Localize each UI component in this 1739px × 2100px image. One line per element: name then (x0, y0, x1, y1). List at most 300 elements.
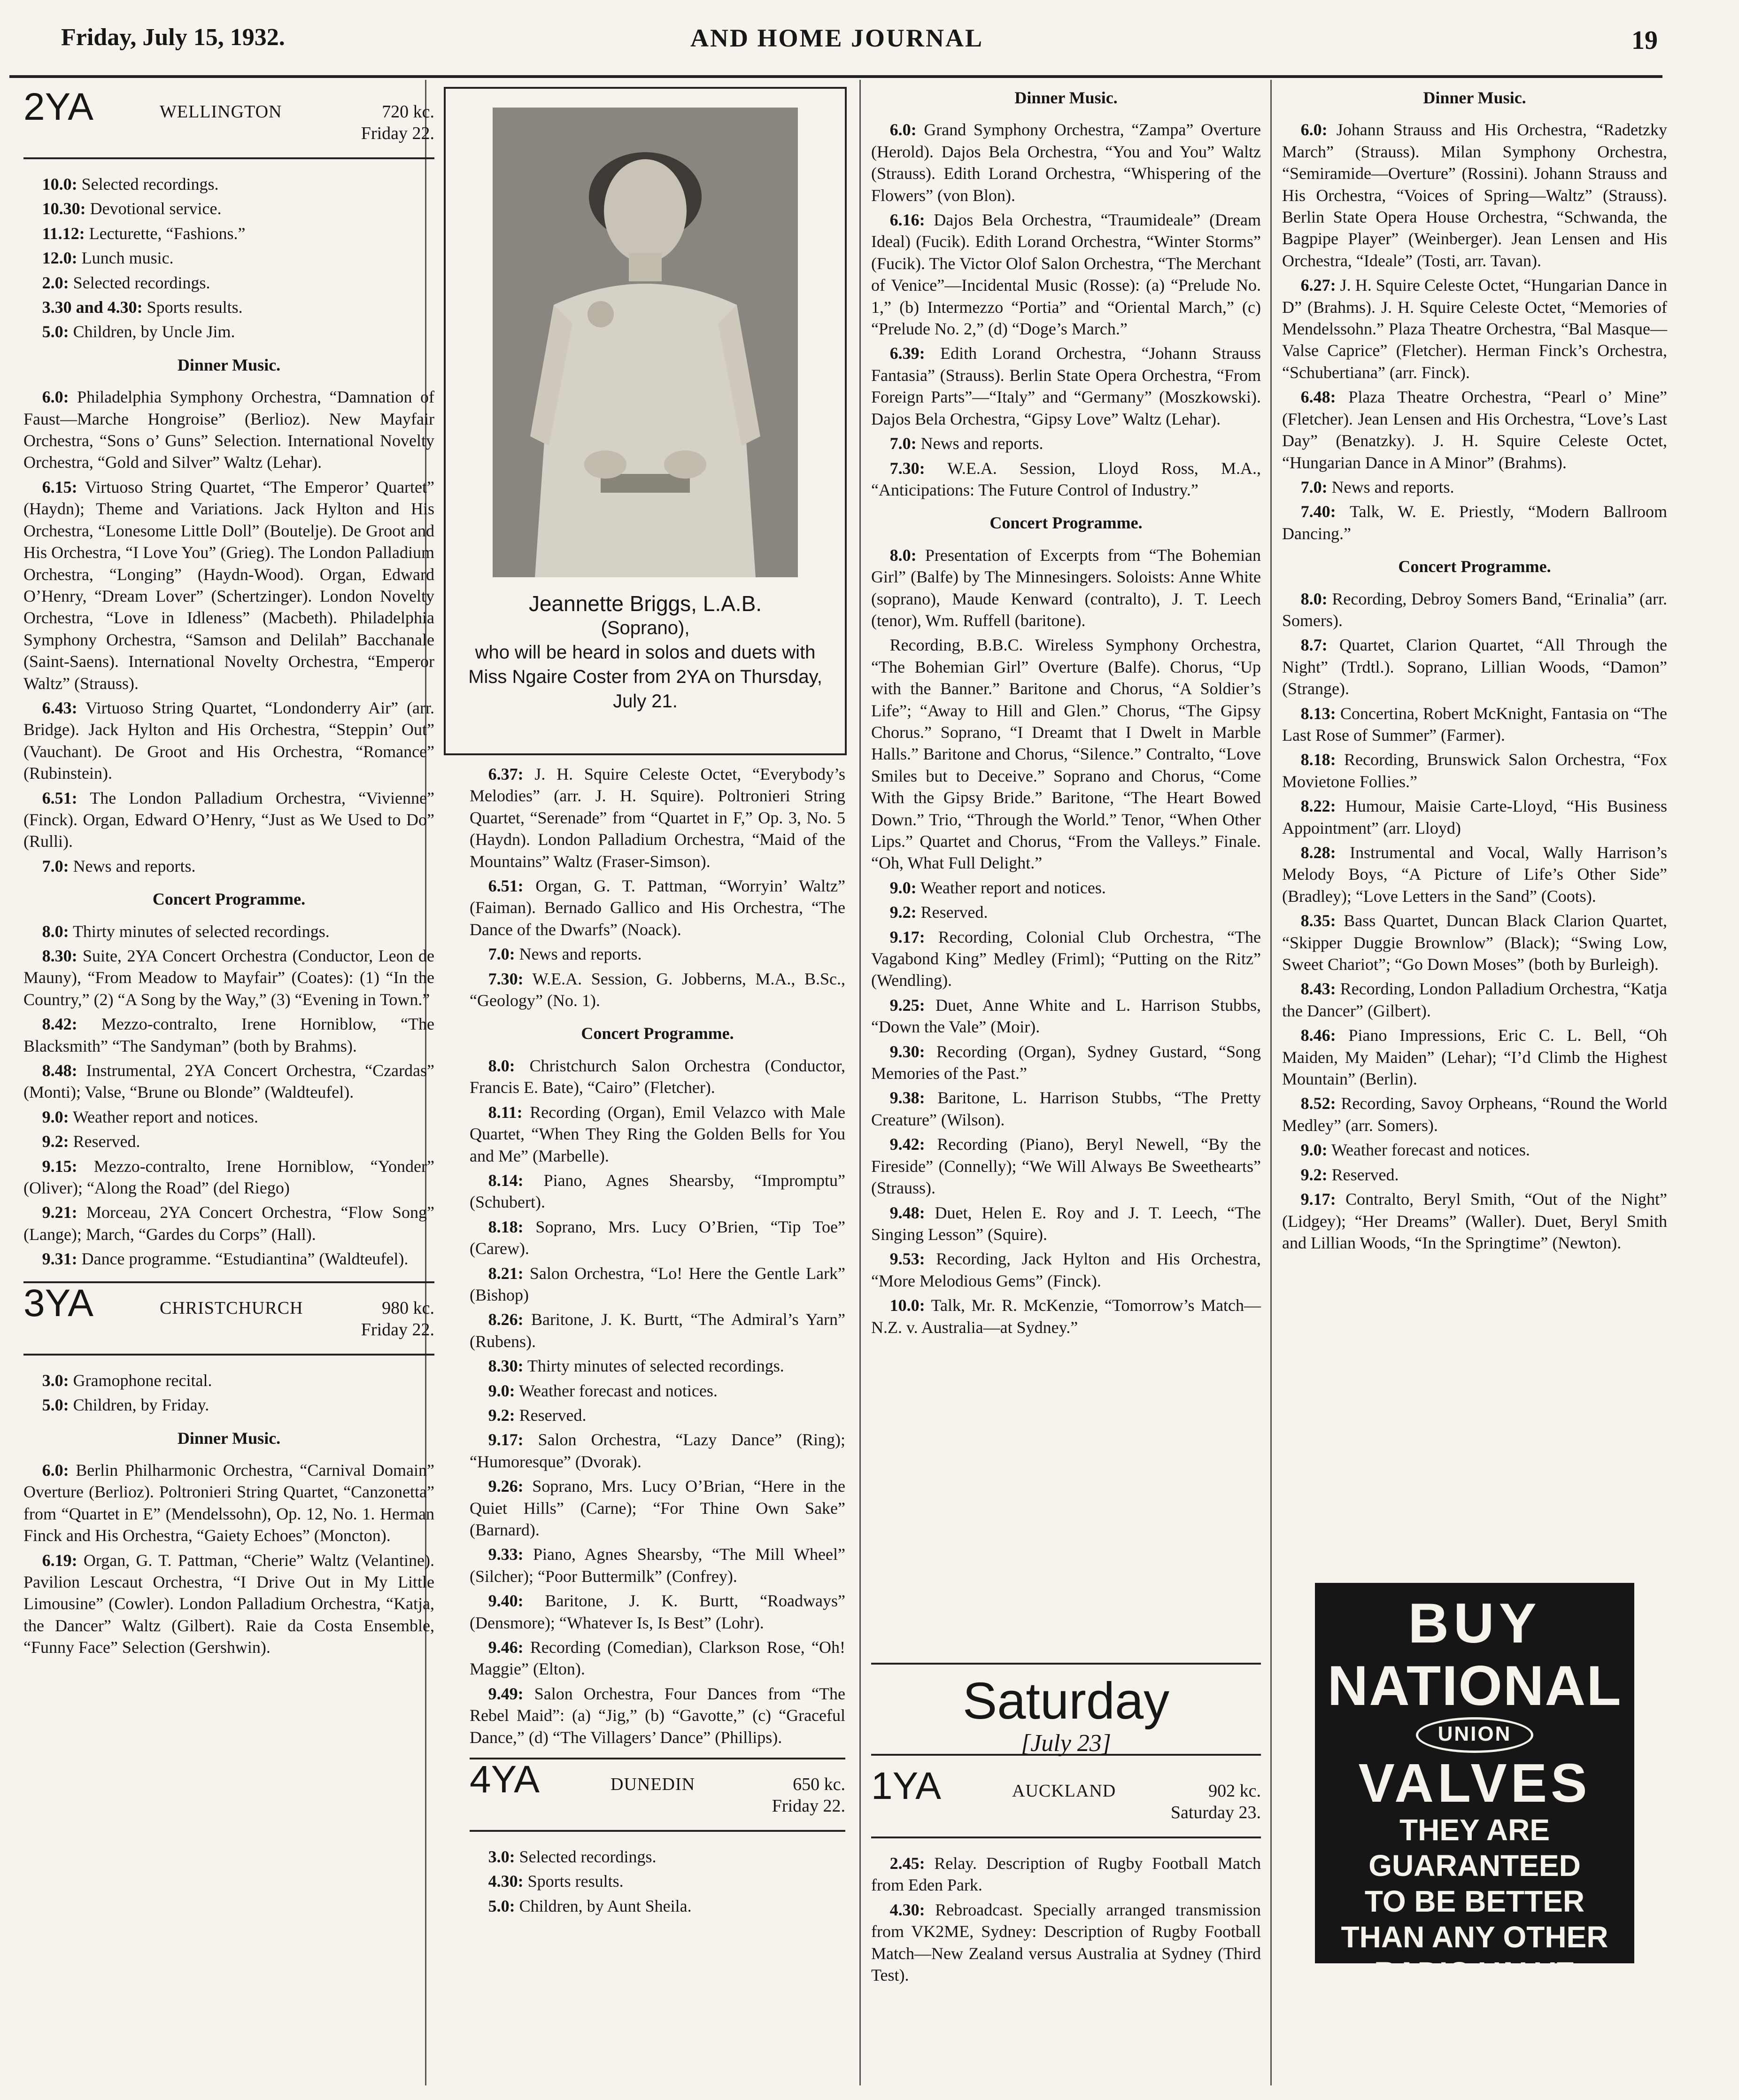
programme-item (1282, 1093, 1667, 1136)
programme-time: 9.2: (889, 903, 917, 922)
ad-line: THEY ARE (1399, 1813, 1550, 1847)
programme-text: Selected recordings. (69, 273, 210, 292)
programme-text: Weather report and notices. (916, 878, 1106, 897)
column-2 (470, 763, 845, 1920)
programme-item (1282, 274, 1667, 383)
programme-text: Relay. Description of Rugby Football Match from Eden Park. (871, 1854, 1261, 1895)
programme-item (23, 1106, 434, 1128)
programme-time: 2.0: (42, 273, 69, 292)
programme-text: Duet, Helen E. Roy and J. T. Leech, “The Singing Lesson” (Squire). (871, 1203, 1261, 1244)
programme-time: 5.0: (42, 322, 69, 341)
programme-item (23, 476, 434, 694)
station-frequency: 650 kc. (793, 1775, 845, 1795)
programme-time: 8.30: (488, 1356, 524, 1376)
programme-text: Bass Quartet, Duncan Black Clarion Quartet, “Skipper Duggie Brownlow” (Black); “Swing Low, Sweet Chariot”; “Go Down Moses” (both by Burleigh). (1282, 911, 1667, 974)
programme-item (470, 875, 845, 940)
programme-time: 8.46: (1300, 1026, 1336, 1045)
programme-time: 8.0: (488, 1056, 515, 1075)
programme-text: News and reports. (916, 434, 1043, 453)
programme-list (470, 1055, 845, 1748)
journal-title: AND HOME JOURNAL (690, 24, 983, 52)
station-header-4ya (470, 1758, 845, 1832)
programme-item (1282, 634, 1667, 699)
ad-union-logo: UNION (1416, 1717, 1533, 1753)
programme-time: 9.33: (488, 1545, 524, 1564)
programme-time: 4.30: (889, 1900, 925, 1919)
programme-item (871, 342, 1261, 430)
programme-text: Children, by Uncle Jim. (69, 322, 235, 341)
programme-text: Reserved. (515, 1405, 587, 1425)
programme-list (871, 544, 1261, 1338)
programme-time: 9.46: (488, 1638, 524, 1657)
programme-item (470, 1101, 845, 1167)
programme-text: Recording (Piano), Beryl Newell, “By the Fireside” (Connelly); “We Will Always Be Sweethearts” (Strauss). (871, 1135, 1261, 1198)
programme-text: J. H. Squire Celeste Octet, “Hungarian Dance in D” (Brahms). J. H. Squire Celeste Octet, “Memories of Mendelssohn.” Plaza Theatre Orchestra, “Bal Masque—Valse Caprice” (Fletcher). Herman Finck’s Orchestra, “Schubertiana” (arr. Finck). (1282, 276, 1667, 382)
programme-item (23, 296, 434, 318)
programme-time: 8.0: (42, 922, 69, 941)
section-heading: Concert Programme. (1398, 557, 1551, 576)
programme-time: 8.13: (1300, 704, 1336, 723)
programme-item (470, 968, 845, 1012)
programme-text: Dance programme. “Estudiantina” (Waldteufel). (77, 1249, 409, 1269)
programme-list (1282, 119, 1667, 544)
station-frequency: 980 kc. (382, 1298, 434, 1318)
programme-text: Soprano, Mrs. Lucy O’Brien, “Tip Toe” (Carew). (470, 1217, 845, 1258)
programme-text: Recording, Jack Hylton and His Orchestra, “More Melodious Gems” (Finck). (871, 1249, 1261, 1290)
programme-time: 8.7: (1300, 635, 1328, 655)
programme-item (1282, 119, 1667, 271)
programme-time: 9.38: (889, 1088, 925, 1108)
programme-item (871, 1041, 1261, 1085)
programme-time: 10.0: (889, 1296, 925, 1315)
programme-item (23, 1060, 434, 1103)
programme-item (871, 926, 1261, 992)
programme-item (470, 1846, 845, 1868)
programme-time: 9.17: (1300, 1190, 1336, 1209)
programme-item (470, 1429, 845, 1472)
programme-text: News and reports. (69, 856, 196, 876)
programme-item (470, 1309, 845, 1352)
programme-text: Lecturette, “Fashions.” (85, 224, 246, 243)
station-day: Friday 22. (772, 1796, 845, 1816)
programme-item (871, 119, 1261, 206)
programme-time: 10.0: (42, 175, 77, 194)
programme-time: 6.48: (1300, 387, 1336, 407)
programme-text: Mezzo-contralto, Irene Horniblow, “Yonder” (Oliver); “Along the Road” (del Riego) (23, 1156, 434, 1198)
programme-time: 12.0: (42, 248, 77, 268)
caption-voice: (Soprano), (601, 618, 690, 638)
programme-item (871, 1087, 1261, 1131)
programme-text: Salon Orchestra, Four Dances from “The Rebel Maid”: (a) “Jig,” (b) “Gavotte,” (c) “Graceful Dance,” (d) “The Villagers’ Dance” (Phillips). (470, 1684, 845, 1747)
programme-item (470, 1475, 845, 1541)
programme-text: Piano, Agnes Shearsby, “The Mill Wheel” (Silcher); “Poor Buttermilk” (Confrey). (470, 1545, 845, 1586)
programme-text: Virtuoso String Quartet, “Londonderry Air” (arr. Bridge). Jack Hylton and His Orchestra, “Steppin’ Out” (Vauchant). De Groot and His Orchestra, “Romance” (Rubinstein). (23, 698, 434, 783)
programme-list (871, 119, 1261, 501)
programme-list (23, 1370, 434, 1416)
programme-text: Mezzo-contralto, Irene Horniblow, “The Blacksmith” “The Sandyman” (both by Brahms). (23, 1015, 434, 1055)
section-heading: Dinner Music. (177, 355, 281, 374)
programme-item (23, 1013, 434, 1057)
valve-advertisement (1315, 1583, 1634, 2022)
programme-text: Reserved. (1327, 1165, 1399, 1184)
programme-text: Suite, 2YA Concert Orchestra (Conductor, Leon de Mauny), “From Meadow to Mayfair” (Coates): (1) “In the Country,” (2) “A Song by the Way,” (3) “Evening in Town.” (23, 946, 434, 1009)
programme-time: 4.30: (488, 1872, 524, 1891)
programme-time: 5.0: (42, 1395, 69, 1415)
programme-text: Humour, Maisie Carte-Lloyd, “His Business Appointment” (arr. Lloyd) (1282, 797, 1667, 837)
programme-item (470, 1404, 845, 1426)
column-3 (871, 87, 1261, 1341)
programme-time: 6.51: (42, 788, 77, 807)
column-3-saturday (871, 1766, 1261, 1989)
page-header (61, 19, 1658, 66)
programme-item (871, 1852, 1261, 1896)
station-frequency: 902 kc. (1208, 1781, 1261, 1801)
programme-text: Johann Strauss and His Orchestra, “Radetzky March” (Strauss). Milan Symphony Orchestra, “Semiramide—Overture” (Rossini). Johann Strauss and His Orchestra, “Voices of Spring—Waltz” (Strauss). Berlin State Opera House Orchestra, “Schwanda, the Bagpipe Player” (Weinberger). Jean Lensen and His Orchestra, “Ideale” (Tosti, arr. Tavan). (1282, 120, 1667, 270)
station-call: 1YA (871, 1765, 941, 1807)
programme-item (23, 272, 434, 294)
station-city: AUCKLAND (1012, 1781, 1116, 1801)
station-city: WELLINGTON (160, 102, 282, 122)
programme-text: Christchurch Salon Orchestra (Conductor, Francis E. Bate), “Cairo” (Fletcher). (470, 1056, 845, 1097)
programme-time: 8.0: (889, 545, 917, 565)
section-heading: Concert Programme. (581, 1024, 734, 1043)
programme-item (470, 1170, 845, 1213)
programme-time: 9.2: (1300, 1165, 1328, 1184)
programme-item (1282, 476, 1667, 498)
column-rule (1270, 80, 1272, 2085)
programme-text: Baritone, J. K. Burtt, “Roadways” (Densmore); “Whatever Is, Is Best” (Lohr). (470, 1591, 845, 1632)
programme-text: Children, by Friday. (69, 1395, 209, 1415)
programme-time: 7.0: (1300, 477, 1328, 496)
programme-item (23, 1459, 434, 1547)
programme-time: 9.49: (488, 1684, 524, 1703)
programme-time: 2.45: (889, 1854, 925, 1873)
programme-item (871, 209, 1261, 340)
programme-item (470, 1683, 845, 1748)
programme-text: News and reports. (515, 945, 642, 964)
programme-time: 8.26: (488, 1310, 524, 1329)
programme-text: J. H. Squire Celeste Octet, “Everybody’s Melodies” (arr. J. H. Squire). Poltronieri String Quartet, “Serenade” from “Quartet in F,” Op. 3, No. 5 (Haydn). London Palladium Orchestra, “Maid of the Mountains” Waltz (Fraser-Simson). (470, 765, 845, 871)
column-rule (859, 80, 861, 2085)
programme-time: 5.0: (488, 1896, 515, 1915)
programme-time: 9.15: (42, 1156, 77, 1176)
programme-text: Concertina, Robert McKnight, Fantasia on “The Last Rose of Summer” (Farmer). (1282, 704, 1667, 744)
programme-time: 6.51: (488, 876, 524, 896)
programme-text: Instrumental, 2YA Concert Orchestra, “Czardas” (Monti); Valse, “Brune ou Blonde” (Waldteufel). (23, 1061, 434, 1102)
programme-item (23, 247, 434, 269)
programme-text: Weather forecast and notices. (1327, 1140, 1530, 1160)
programme-time: 8.22: (1300, 797, 1336, 816)
programme-text: Grand Symphony Orchestra, “Zampa” Overture (Herold). Dajos Bela Orchestra, “You and You” Waltz (Strauss). Edith Lorand Orchestra, “Whispering of the Flowers” (von Blon). (871, 120, 1261, 205)
programme-text: Baritone, L. Harrison Stubbs, “The Pretty Creature” (Wilson). (871, 1088, 1261, 1129)
station-frequency: 720 kc. (382, 102, 434, 122)
programme-time: 8.35: (1300, 911, 1336, 930)
programme-text: Organ, G. T. Pattman, “Worryin’ Waltz” (Faiman). Bernado Gallico and His Orchestra, “The Dance of the Dwarfs” (Noack). (470, 876, 845, 939)
programme-item (23, 1155, 434, 1199)
saturday-date: [July 23] (1020, 1730, 1112, 1757)
programme-text: Selected recordings. (77, 175, 219, 194)
programme-text: Soprano, Mrs. Lucy O’Brian, “Here in the Quiet Hills” (Carne); “For Thine Own Sake” (Barnard). (470, 1477, 845, 1539)
programme-time: 9.2: (42, 1132, 69, 1151)
programme-text: Recording, Colonial Club Orchestra, “The Vagabond King” Medley (Friml); “Putting on the Ritz” (Wendling). (871, 927, 1261, 990)
programme-time: 6.0: (1300, 120, 1328, 139)
programme-text: Recording, Brunswick Salon Orchestra, “Fox Movietone Follies.” (1282, 750, 1667, 791)
programme-time: 7.0: (488, 945, 515, 964)
section-heading: Concert Programme. (989, 513, 1143, 533)
programme-item (23, 1550, 434, 1658)
programme-time: 6.16: (889, 210, 925, 230)
programme-item (1282, 978, 1667, 1022)
programme-time: 8.52: (1300, 1094, 1336, 1113)
programme-time: 8.18: (1300, 750, 1336, 769)
programme-item (470, 1355, 845, 1377)
programme-time: 11.12: (42, 224, 85, 243)
programme-text: Dajos Bela Orchestra, “Traumideale” (Dream Ideal) (Fucik). Edith Lorand Orchestra, “Winter Storms” (Fucik). The Victor Olof Salon Orchestra, “The Merchant of Venice”—Incidental Music (Rosse): (a) “Prelude No. 1,” (b) Intermezzo “Portia” and “Oriental March,” (c) “Prelude No. 2,” (d) “Doge’s March.” (871, 210, 1261, 339)
programme-item (23, 173, 434, 195)
programme-time: 9.42: (889, 1135, 925, 1154)
page-number: 19 (1631, 26, 1658, 55)
programme-time: 7.40: (1300, 502, 1336, 521)
programme-item (1282, 1139, 1667, 1161)
ad-buy: BUY (1408, 1592, 1541, 1655)
station-header-1ya (871, 1766, 1261, 1838)
programme-item (1282, 1164, 1667, 1186)
saturday-title: Saturday (962, 1672, 1170, 1730)
programme-text: Talk, W. E. Priestly, “Modern Ballroom Dancing.” (1282, 502, 1667, 543)
programme-item (470, 763, 845, 872)
programme-text: Quartet, Clarion Quartet, “All Through the Night” (Trdtl.). Soprano, Lillian Woods, “Damon” (Strange). (1282, 635, 1667, 698)
programme-list (871, 1852, 1261, 1986)
programme-text: Lunch music. (77, 248, 174, 268)
programme-time: 9.2: (488, 1405, 515, 1425)
programme-text: Recording, Savoy Orpheans, “Round the World Medley” (arr. Somers). (1282, 1094, 1667, 1135)
programme-text: Children, by Aunt Sheila. (515, 1896, 692, 1915)
programme-item (871, 1202, 1261, 1246)
programme-item (23, 921, 434, 942)
programme-text: Thirty minutes of selected recordings. (523, 1356, 784, 1376)
programme-item (871, 1899, 1261, 1986)
saturday-banner (871, 1663, 1261, 1756)
programme-text: Selected recordings. (515, 1847, 657, 1867)
programme-text: Berlin Philharmonic Orchestra, “Carnival Domain” Overture (Berlioz). Poltronieri String Quartet, “Canzonetta” from “Quartet in E” (Mendelssohn), Op. 12, No. 1. Herman Finck and His Orchestra, “Gaiety Echoes” (Moncton). (23, 1460, 434, 1545)
programme-time: 9.31: (42, 1249, 77, 1269)
soprano-portrait-image (493, 108, 798, 577)
programme-item (470, 1895, 845, 1917)
programme-item (23, 855, 434, 877)
programme-text: Recording (Comedian), Clarkson Rose, “Oh! Maggie” (Elton). (470, 1638, 845, 1679)
programme-item (871, 877, 1261, 899)
programme-item (1282, 386, 1667, 473)
programme-text: Sports results. (142, 298, 243, 317)
caption-text: who will be heard in solos and duets with Miss Ngaire Coster from 2YA on Thursday, July 21. (468, 642, 822, 712)
column-4 (1282, 87, 1667, 1256)
portrait-panel (444, 87, 847, 755)
programme-time: 3.0: (488, 1847, 515, 1867)
programme-item (871, 544, 1261, 632)
ad-line: ON THE MARKET (1361, 1992, 1588, 2022)
programme-text: News and reports. (1327, 477, 1454, 496)
programme-item (1282, 910, 1667, 975)
programme-time: 7.0: (42, 856, 69, 876)
programme-time: 7.0: (889, 434, 917, 453)
programme-time: 6.0: (42, 1460, 69, 1480)
programme-item (1282, 501, 1667, 544)
column-1 (23, 87, 434, 1661)
programme-item (1282, 1024, 1667, 1090)
programme-item (871, 901, 1261, 923)
station-day: Friday 22. (361, 124, 434, 143)
programme-time: 8.21: (488, 1263, 524, 1283)
programme-list (23, 386, 434, 877)
section-heading: Concert Programme. (152, 890, 306, 909)
programme-text: Weather report and notices. (69, 1107, 258, 1126)
programme-item (470, 1380, 845, 1402)
portrait-photo (493, 108, 798, 577)
programme-time: 6.27: (1300, 276, 1336, 295)
programme-time: 6.39: (889, 344, 925, 363)
section-heading: Dinner Music. (1014, 88, 1118, 107)
programme-item (23, 697, 434, 784)
station-day: Friday 22. (361, 1319, 434, 1340)
programme-item (1282, 1188, 1667, 1254)
programme-item (871, 457, 1261, 501)
programme-time: 6.0: (889, 120, 917, 139)
programme-item (470, 1590, 845, 1634)
programme-text: Recording (Organ), Emil Velazco with Male Quartet, “When They Ring the Golden Bells for You and Me” (Marbelle). (470, 1102, 845, 1165)
programme-text: Duet, Anne White and L. Harrison Stubbs, “Down the Vale” (Moir). (871, 995, 1261, 1037)
programme-time: 9.17: (488, 1430, 524, 1449)
programme-time: 3.0: (42, 1371, 69, 1390)
programme-time: 8.18: (488, 1217, 524, 1236)
programme-time: 9.21: (42, 1203, 77, 1222)
programme-text: Rebroadcast. Specially arranged transmission from VK2ME, Sydney: Description of Rugby Football Match—New Zealand versus Australia at Sydney (Third Test). (871, 1900, 1261, 1985)
issue-date: Friday, July 15, 1932. (61, 24, 285, 51)
station-city: DUNEDIN (611, 1775, 696, 1795)
programme-list (470, 1846, 845, 1917)
programme-time: 8.0: (1300, 589, 1328, 608)
portrait-caption (460, 591, 831, 713)
programme-item (1282, 749, 1667, 792)
ad-line: GUARANTEED (1368, 1849, 1581, 1883)
programme-time: 6.0: (42, 387, 69, 407)
programme-list (470, 763, 845, 1011)
programme-item (470, 1636, 845, 1680)
programme-text: Contralto, Beryl Smith, “Out of the Night” (Lidgey); “Her Dreams” (Waller). Duet, Beryl Smith and Lillian Woods, “In the Springtime” (Newton). (1282, 1190, 1667, 1252)
programme-text: Reserved. (916, 903, 988, 922)
station-call: 3YA (23, 1281, 93, 1325)
programme-item (23, 198, 434, 219)
station-call: 2YA (23, 85, 93, 128)
programme-text: Piano Impressions, Eric C. L. Bell, “Oh Maiden, My Maiden” (Lehar); “I’d Climb the Highest Mountain” (Berlin). (1282, 1026, 1667, 1089)
station-header-3ya (23, 1281, 434, 1356)
programme-text: Sports results. (523, 1872, 624, 1891)
programme-time: 9.17: (889, 927, 925, 946)
programme-time: 9.30: (889, 1042, 925, 1061)
programme-item (1282, 795, 1667, 839)
programme-item (23, 321, 434, 342)
programme-item (470, 1216, 845, 1260)
programme-item (470, 1870, 845, 1892)
programme-text: Gramophone recital. (69, 1371, 212, 1390)
programme-time: 9.48: (889, 1203, 925, 1222)
programme-text: Recording, London Palladium Orchestra, “Katja the Dancer” (Gilbert). (1282, 979, 1667, 1020)
programme-item (1282, 842, 1667, 907)
station-day: Saturday 23. (1170, 1803, 1261, 1822)
programme-item (470, 1055, 845, 1099)
programme-time: 6.15: (42, 477, 77, 496)
programme-text: Devotional service. (85, 199, 222, 218)
programme-item (1282, 588, 1667, 632)
programme-item (23, 1131, 434, 1152)
programme-time: 8.11: (488, 1102, 523, 1122)
programme-text: Reserved. (69, 1132, 140, 1151)
programme-time: 9.0: (488, 1381, 515, 1400)
programme-text: Thirty minutes of selected recordings. (69, 922, 330, 941)
programme-time: 10.30: (42, 199, 86, 218)
programme-text: W.E.A. Session, G. Jobberns, M.A., B.Sc., “Geology” (No. 1). (470, 969, 845, 1010)
header-rule (9, 75, 1662, 78)
programme-item (23, 1394, 434, 1416)
programme-text: Baritone, J. K. Burtt, “The Admiral’s Yarn” (Rubens). (470, 1310, 845, 1351)
programme-time: 7.30: (488, 969, 524, 988)
programme-text: Salon Orchestra, “Lazy Dance” (Ring); “Humoresque” (Dvorak). (470, 1430, 845, 1471)
programme-list (23, 1459, 434, 1658)
programme-item (23, 386, 434, 473)
programme-time: 6.37: (488, 765, 524, 783)
programme-item (871, 433, 1261, 454)
programme-text: Recording, B.B.C. Wireless Symphony Orchestra, “The Bohemian Girl” Overture (Balfe). Chorus, “Up with the Banner.” Baritone and Chorus, “A Soldier’s Life”; “Away to Hill and Glen.” Chorus, “The Gipsy Chorus.” Soprano, “I Dreamt that I Dwelt in Marble Halls.” Baritone and Chorus, “Silence.” Contralto, “Love Smiles but to Deceive.” Soprano and Chorus, “Come With the Gipsy Bride.” Baritone, “The Heart Bowed Down.” Trio, “Through the World.” Tenor, “When Other Lips.” Quartet and Chorus, “From the Valleys.” Finale. “Oh, What Full Delight.” (871, 635, 1261, 873)
programme-time: 9.0: (889, 878, 917, 897)
programme-text: Talk, Mr. R. McKenzie, “Tomorrow’s Match—N.Z. v. Australia—at Sydney.” (871, 1296, 1261, 1337)
programme-text: The London Palladium Orchestra, “Vivienne” (Finck). Organ, Edward O’Henry, “Just as We Used to Do” (Rulli). (23, 788, 434, 851)
programme-text: Virtuoso String Quartet, “The Emperor’ Quartet” (Haydn); Theme and Variations. Jack Hylton and His Orchestra, “Lonesome Little Doll” (Boutelje). De Groot and His Orchestra, “I Love You” (Grieg). The London Palladium Orchestra, “Longing” (Haydn-Wood). Organ, Edward O’Henry, “Dream Lover” (Schertzinger). London Novelty Orchestra, “Love in Idleness” (Macbeth). Philadelphia Symphony Orchestra, “Samson and Delilah” Bacchanale (Saint-Saens). International Novelty Orchestra, “Emperor Waltz” (Strauss). (23, 477, 434, 693)
ad-brand: NATIONAL (1327, 1654, 1622, 1717)
programme-time: 6.19: (42, 1550, 77, 1570)
caption-name: Jeannette Briggs, L.A.B. (528, 591, 762, 616)
programme-text: Recording, Debroy Somers Band, “Erinalia” (arr. Somers). (1282, 589, 1667, 630)
section-heading: Dinner Music. (1423, 88, 1526, 107)
programme-item (871, 634, 1261, 874)
programme-item (23, 1248, 434, 1270)
programme-list (23, 173, 434, 343)
ad-line: RADIO VALVE (1374, 1956, 1575, 1990)
programme-text: Salon Orchestra, “Lo! Here the Gentle Lark” (Bishop) (470, 1263, 845, 1304)
programme-text: Plaza Theatre Orchestra, “Pearl o’ Mine” (Fletcher). Jean Lensen and His Orchestra, “Love’s Last Day” (Benatzky). J. H. Squire Celeste Octet, “Hungarian Dance in A Minor” (Brahms). (1282, 387, 1667, 472)
programme-time: 6.43: (42, 698, 77, 717)
programme-time: 8.42: (42, 1015, 77, 1034)
programme-item (23, 223, 434, 244)
station-city: CHRISTCHURCH (160, 1298, 303, 1318)
ad-valves: VALVES (1358, 1752, 1591, 1813)
programme-time: 8.30: (42, 946, 77, 965)
programme-item (23, 787, 434, 852)
programme-text: Presentation of Excerpts from “The Bohemian Girl” (Balfe) by The Minnesingers. Soloists: Anne White (soprano), Maude Kenward (contralto), J. T. Leech (tenor), Wm. Ruffell (baritone). (871, 545, 1261, 630)
programme-item (470, 1263, 845, 1306)
programme-text: Morceau, 2YA Concert Orchestra, “Flow Song” (Lange); March, “Gardes du Corps” (Hall). (23, 1203, 434, 1244)
programme-time: 9.53: (889, 1249, 925, 1269)
programme-item (23, 1201, 434, 1245)
programme-time: 3.30 and 4.30: (42, 298, 143, 317)
programme-time: 8.14: (488, 1170, 524, 1190)
programme-time: 9.0: (1300, 1140, 1328, 1160)
programme-item (871, 1133, 1261, 1199)
station-call: 4YA (470, 1758, 540, 1801)
programme-text: W.E.A. Session, Lloyd Ross, M.A., “Anticipations: The Future Control of Industry.” (871, 458, 1261, 499)
programme-item (470, 1543, 845, 1587)
section-heading: Dinner Music. (177, 1428, 281, 1448)
programme-item (871, 994, 1261, 1038)
programme-time: 8.48: (42, 1061, 77, 1080)
